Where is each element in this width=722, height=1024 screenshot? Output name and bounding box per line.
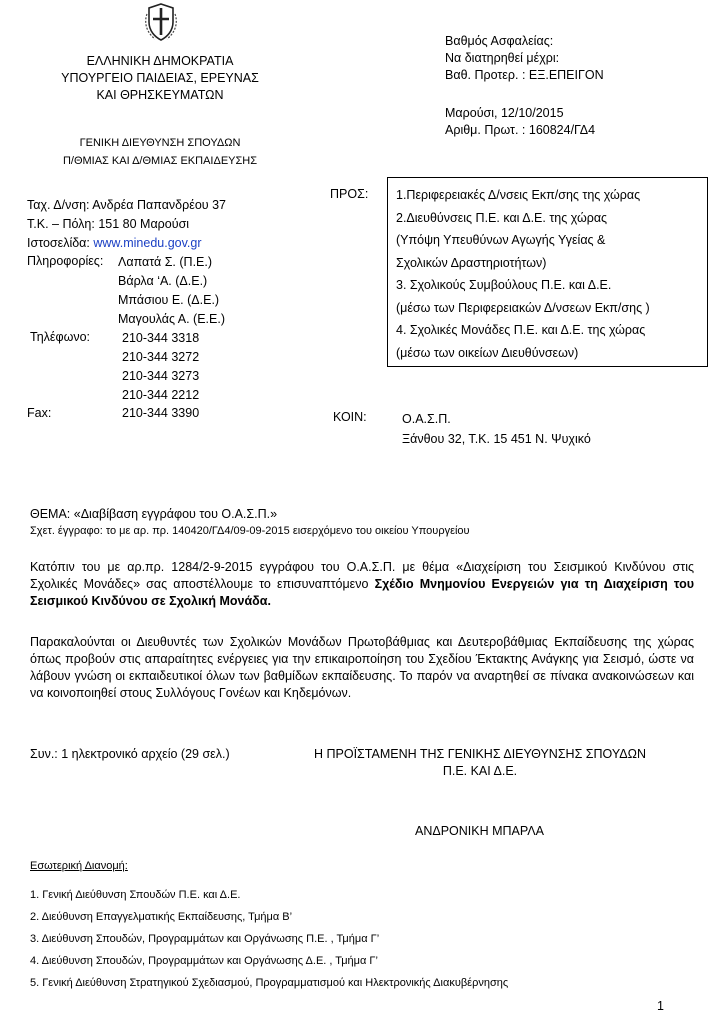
keep-until: Να διατηρηθεί μέχρι: <box>445 51 560 65</box>
phone-number: 210-344 3273 <box>122 369 200 383</box>
body-p1-bold: Σχέδιο Μνημονίου Ενεργειών για τη Διαχείριση του Σεισμικού Κινδύνου σε Σχολική Μονάδα. <box>30 577 694 608</box>
sender-line: ΚΑΙ ΘΡΗΣΚΕΥΜΑΤΩΝ <box>96 88 224 102</box>
fax-number: 210-344 3390 <box>122 406 200 420</box>
postal: Τ.Κ. – Πόλη: 151 80 Μαρούσι <box>27 217 190 231</box>
date: Μαρούσι, 12/10/2015 <box>445 106 564 120</box>
phone-list <box>122 329 199 405</box>
distribution-list <box>30 884 508 994</box>
distribution-item: 1. Γενική Διεύθυνση Σπουδών Π.Ε. και Δ.Ε. <box>30 889 241 901</box>
recipient-line: 4. Σχολικές Μονάδες Π.Ε. και Δ.Ε. της χώρας <box>396 323 646 337</box>
signature-title: Π.Ε. ΚΑΙ Δ.Ε. <box>442 764 518 778</box>
phone-label: Τηλέφωνο: <box>30 330 91 344</box>
contact-block <box>27 196 226 253</box>
recipient-line: (μέσω των οικείων Διευθύνσεων) <box>396 345 579 360</box>
recipients-list <box>396 184 650 364</box>
signature-block <box>290 746 670 780</box>
cc-line: Ο.Α.Σ.Π. <box>402 412 451 426</box>
priority: Βαθ. Προτερ. : ΕΞ.ΕΠΕΙΓΟΝ <box>445 68 604 82</box>
phone-number: 210-344 3318 <box>122 331 200 345</box>
distribution-item: 2. Διεύθυνση Επαγγελματικής Εκπαίδευσης, Τμήμα Β’ <box>30 911 293 923</box>
cc-label: ΚΟΙΝ: <box>333 410 367 424</box>
signature-title: Η ΠΡΟΪΣΤΑΜΕΝΗ ΤΗΣ ΓΕΝΙΚΗΣ ΔΙΕΥΘΥΝΣΗΣ ΣΠΟΥΔΩΝ <box>314 747 646 761</box>
recipient-line: Σχολικών Δραστηριοτήτων) <box>396 255 547 270</box>
distribution-heading: Εσωτερική Διανομή: <box>30 860 128 872</box>
address: Ταχ. Δ/νση: Ανδρέα Παπανδρέου 37 <box>27 198 226 212</box>
attachment-note: Συν.: 1 ηλεκτρονικό αρχείο (29 σελ.) <box>30 747 230 761</box>
recipient-line: 3. Σχολικούς Συμβούλους Π.Ε. και Δ.Ε. <box>396 278 612 292</box>
subject-related: Σχετ. έγγραφο: το με αρ. πρ. 140420/ΓΔ4/09-09-2015 εισερχόμενο του οικείου Υπουργείου <box>30 525 470 537</box>
sender-block <box>40 53 280 104</box>
to-label: ΠΡΟΣ: <box>330 187 369 201</box>
sender-line: ΥΠΟΥΡΓΕΙΟ ΠΑΙΔΕΙΑΣ, ΕΡΕΥΝΑΣ <box>61 71 259 85</box>
phone-number: 210-344 2212 <box>122 388 200 402</box>
phone-number: 210-344 3272 <box>122 350 200 364</box>
date-block <box>445 105 595 139</box>
recipient-line: 1.Περιφερειακές Δ/νσεις Εκπ/σης της χώρας <box>396 188 641 202</box>
website-row <box>27 234 226 253</box>
cc-list <box>402 409 591 449</box>
body-paragraph-1 <box>30 559 694 610</box>
info-name: Λαπατά Σ. (Π.Ε.) <box>118 255 213 269</box>
recipient-line: 2.Διευθύνσεις Π.Ε. και Δ.Ε. της χώρας <box>396 210 608 225</box>
fax-label: Fax: <box>27 406 52 420</box>
subject-theme: ΘΕΜΑ: «Διαβίβαση εγγράφου του Ο.Α.Σ.Π.» <box>30 507 278 521</box>
protocol-number: Αριθμ. Πρωτ. : 160824/ΓΔ4 <box>445 123 596 137</box>
recipient-line: (μέσω των Περιφερειακών Δ/νσεων Εκπ/σης ) <box>396 300 650 315</box>
info-name: Βάρλα ‘Α. (Δ.Ε.) <box>118 274 208 288</box>
body-p1-text: Κατόπιν του με αρ.πρ. 1284/2-9-2015 εγγράφου του Ο.Α.Σ.Π. με θέμα «Διαχείριση του Σεισμικού Κινδύνου στις Σχολικές Μονάδες» σας αποστέλλουμε το επισυναπτόμενο <box>30 560 694 591</box>
distribution-item: 4. Διεύθυνση Σπουδών, Προγραμμάτων και Οργάνωσης Δ.Ε. , Τμήμα Γ’ <box>30 955 378 967</box>
page-number: 1 <box>657 999 664 1013</box>
department-block <box>30 134 290 170</box>
dept-line: Π/ΘΜΙΑΣ ΚΑΙ Δ/ΘΜΙΑΣ ΕΚΠΑΙΔΕΥΣΗΣ <box>62 155 258 167</box>
dept-line: ΓΕΝΙΚΗ ΔΙΕΥΘΥΝΣΗ ΣΠΟΥΔΩΝ <box>79 137 241 149</box>
security-block <box>445 33 604 84</box>
info-name: Μαγουλάς Α. (Ε.Ε.) <box>118 312 226 326</box>
greek-emblem-icon <box>143 2 179 42</box>
signatory-name: ΑΝΔΡΟΝΙΚΗ ΜΠΑΡΛΑ <box>415 824 544 838</box>
info-names <box>118 253 225 329</box>
website-link[interactable]: www.minedu.gov.gr <box>93 236 202 250</box>
sender-line: ΕΛΛΗΝΙΚΗ ΔΗΜΟΚΡΑΤΙΑ <box>86 54 234 68</box>
info-name: Μπάσιου Ε. (Δ.Ε.) <box>118 293 220 307</box>
distribution-item: 5. Γενική Διεύθυνση Στρατηγικού Σχεδιασμού, Προγραμματισμού και Ηλεκτρονικής Διακυβέρνησης <box>30 977 509 989</box>
recipient-line: (Υπόψη Υπευθύνων Αγωγής Υγείας & <box>396 233 606 247</box>
info-label: Πληροφορίες: <box>27 254 104 268</box>
cc-line: Ξάνθου 32, Τ.Κ. 15 451 Ν. Ψυχικό <box>402 432 591 446</box>
distribution-item: 3. Διεύθυνση Σπουδών, Προγραμμάτων και Οργάνωσης Π.Ε. , Τμήμα Γ’ <box>30 933 380 945</box>
website-label: Ιστοσελίδα: <box>27 236 94 250</box>
security-level: Βαθμός Ασφαλείας: <box>445 34 554 48</box>
body-paragraph-2: Παρακαλούνται οι Διευθυντές των Σχολικών Μονάδων Πρωτοβάθμιας και Δευτεροβάθμιας Εκπαίδευσης της χώρας όπως προβούν στις απαραίτητες ενέργειες για την επικαιροποίηση του Σχεδίου Έκτακτης Ανάγκης για Σεισμό, ώστε να λάβουν γνώση οι εκπαιδευτικοί όλων των βαθμίδων εκπαίδευσης. Το παρόν να αναρτηθεί σε πίνακα ανακοινώσεων και να κοινοποιηθεί στους Συλλόγους Γονέων και Κηδεμόνων. <box>30 635 694 700</box>
